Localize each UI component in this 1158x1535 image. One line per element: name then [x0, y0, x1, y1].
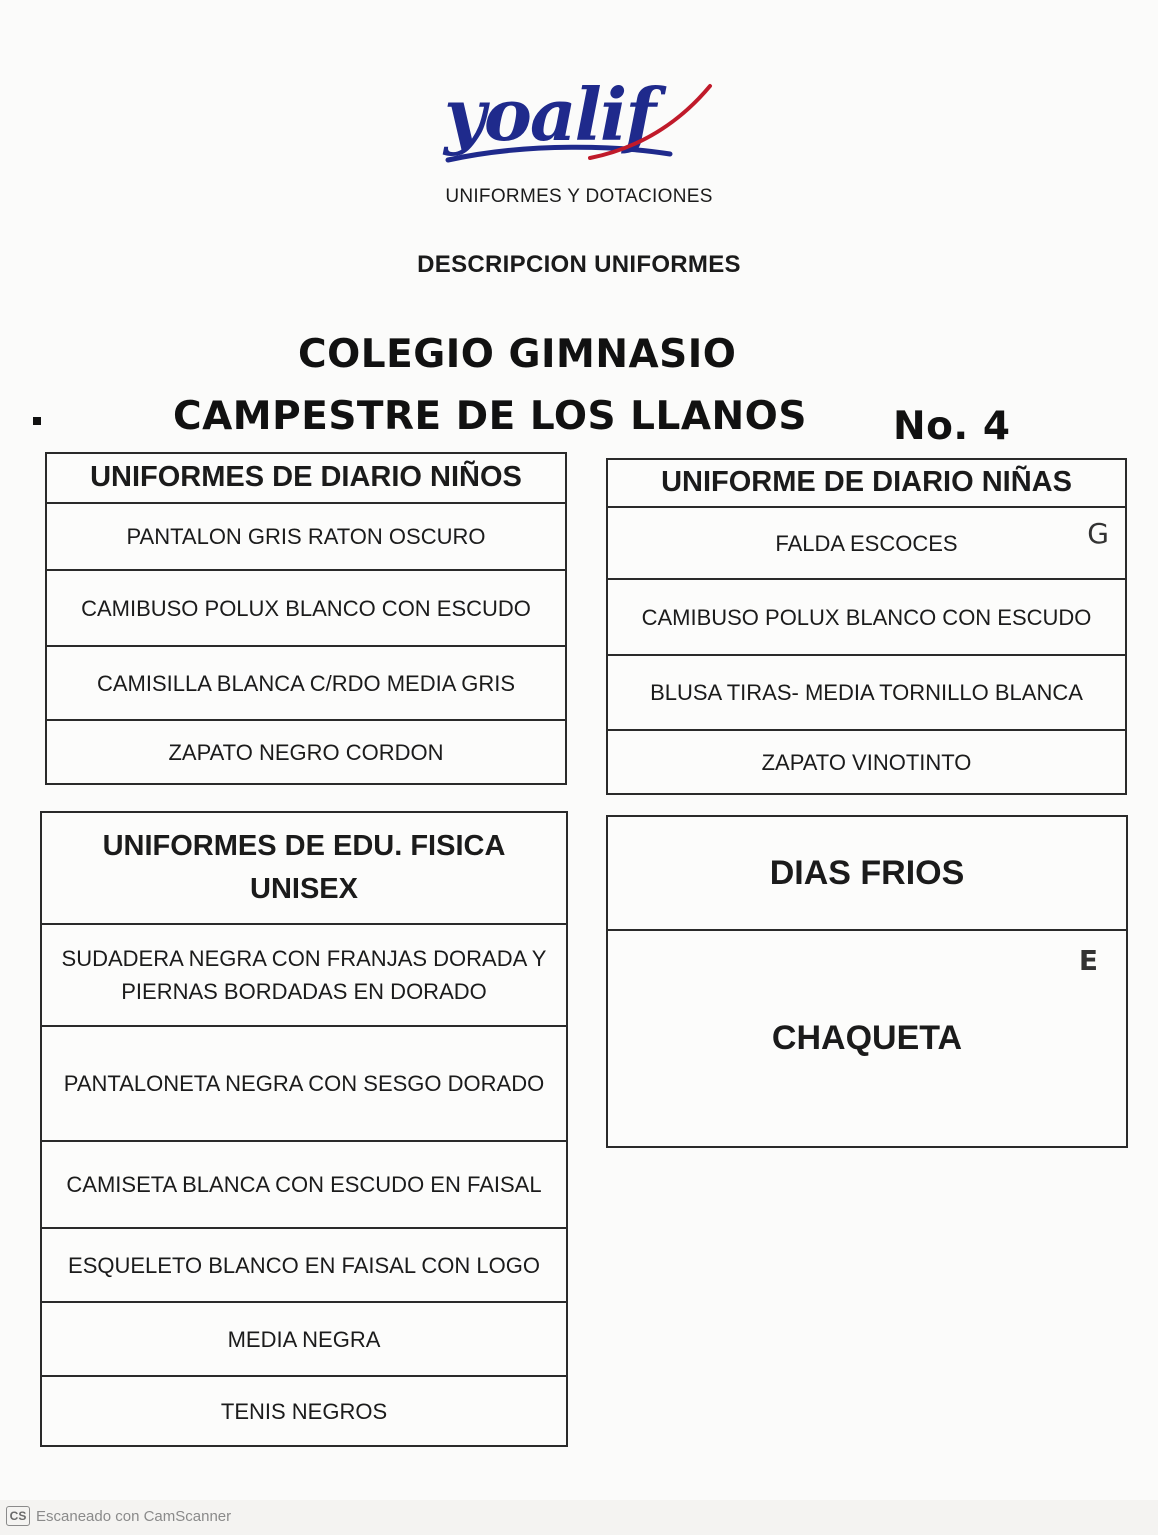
cold-days-header: DIAS FRIOS	[608, 817, 1126, 931]
school-name-line2: CAMPESTRE DE LOS LLANOS	[173, 394, 807, 439]
pe-table-header: UNIFORMES DE EDU. FISICA UNISEX	[42, 813, 566, 925]
scanner-watermark	[6, 1506, 231, 1526]
row-text: FALDA ESCOCES	[775, 530, 958, 556]
pe-uniform-table	[40, 811, 568, 1447]
table-row: CAMISETA BLANCA CON ESCUDO EN FAISAL	[42, 1142, 566, 1229]
svg-text:yoalif: yoalif	[444, 72, 655, 157]
handwritten-check-mark: G	[1087, 517, 1109, 550]
table-row: MEDIA NEGRA	[42, 1303, 566, 1377]
bullet-mark	[33, 417, 41, 425]
table-row: BLUSA TIRAS- MEDIA TORNILLO BLANCA	[608, 656, 1125, 731]
table-row: ZAPATO NEGRO CORDON	[168, 739, 444, 765]
table-row: SUDADERA NEGRA CON FRANJAS DORADA Y PIERNAS BORDADAS EN DORADO	[42, 925, 566, 1027]
boys-uniform-table	[45, 452, 567, 785]
table-row: PANTALONETA NEGRA CON SESGO DORADO	[42, 1027, 566, 1142]
table-row	[608, 931, 1126, 1146]
cold-days-table	[606, 815, 1128, 1148]
table-row: ZAPATO VINOTINTO	[761, 749, 972, 775]
table-row: TENIS NEGROS	[220, 1398, 388, 1424]
girls-uniform-table	[606, 458, 1127, 795]
camscanner-icon: CS	[6, 1506, 30, 1526]
table-row: CAMIBUSO POLUX BLANCO CON ESCUDO	[608, 580, 1125, 656]
table-row	[608, 508, 1125, 580]
table-row: CAMIBUSO POLUX BLANCO CON ESCUDO	[47, 571, 565, 647]
table-row: CAMISILLA BLANCA C/RDO MEDIA GRIS	[47, 647, 565, 721]
row-text: CHAQUETA	[771, 1019, 963, 1057]
tagline: UNIFORMES Y DOTACIONES	[445, 186, 713, 207]
boys-table-header: UNIFORMES DE DIARIO NIÑOS	[47, 454, 565, 504]
school-number: No. 4	[893, 404, 1011, 449]
watermark-text: Escaneado con CamScanner	[36, 1507, 232, 1525]
girls-table-header: UNIFORME DE DIARIO NIÑAS	[608, 460, 1125, 508]
school-name-line1: COLEGIO GIMNASIO	[298, 332, 737, 377]
brand-logo	[440, 62, 740, 172]
brand-logo-graphic	[440, 62, 740, 172]
table-row: PANTALON GRIS RATON OSCURO	[47, 504, 565, 571]
handwritten-check-mark: E	[1078, 944, 1098, 977]
document-title: DESCRIPCION UNIFORMES	[417, 251, 741, 278]
table-row: ESQUELETO BLANCO EN FAISAL CON LOGO	[42, 1229, 566, 1303]
